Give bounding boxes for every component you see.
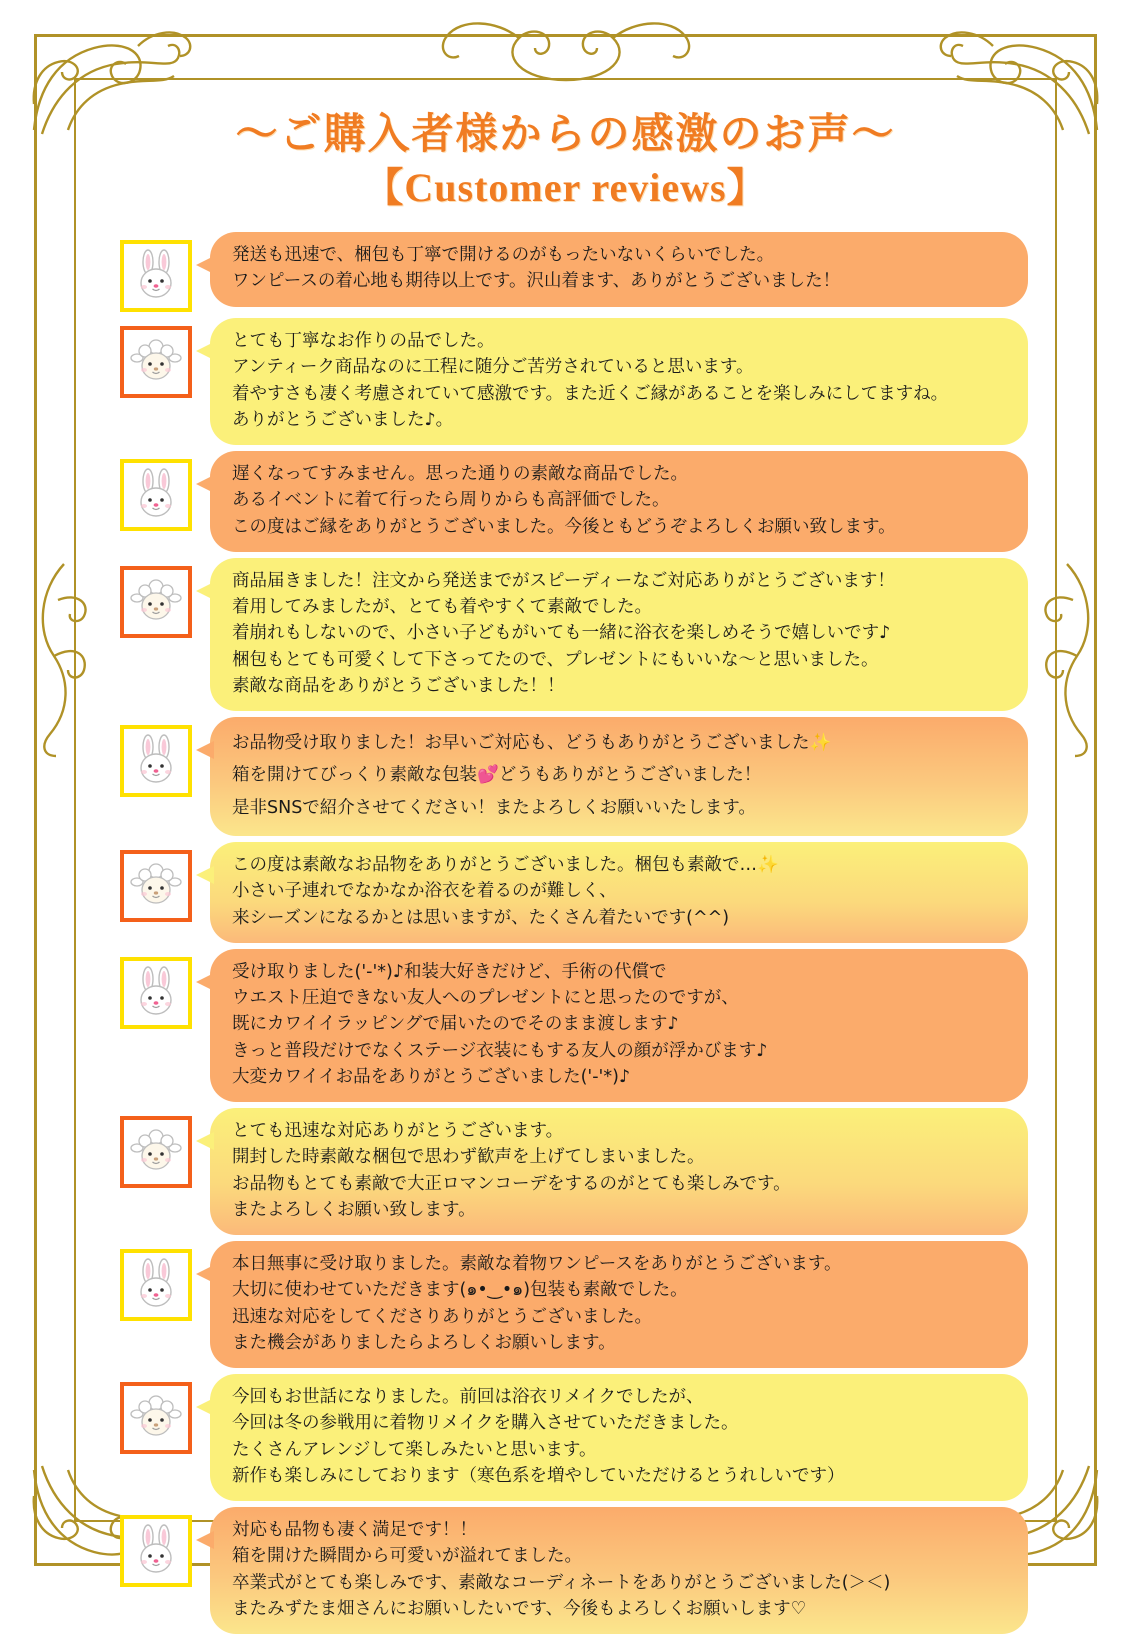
- avatar-rabbit: [120, 725, 192, 797]
- sheep-icon: [127, 858, 185, 914]
- review-item: [108, 1507, 1028, 1634]
- avatar-sheep: [120, 1116, 192, 1188]
- review-text-line: 是非SNSで紹介させてください！またよろしくお願いいたします。: [232, 797, 756, 818]
- avatar-sheep: [120, 566, 192, 638]
- avatar-rabbit: [120, 1515, 192, 1587]
- sheep-icon: [127, 334, 185, 390]
- review-item: [108, 1374, 1028, 1501]
- sheep-icon: [127, 1124, 185, 1180]
- review-text-line: あるイベントに着て行ったら周りからも高評価でした。: [232, 490, 670, 511]
- avatar-sheep: [120, 326, 192, 398]
- sheep-icon: [127, 574, 185, 630]
- review-item: [108, 1241, 1028, 1368]
- rabbit-icon: [128, 965, 184, 1021]
- avatar-rabbit: [120, 240, 192, 312]
- review-text-line: ありがとうございました♪。: [232, 409, 454, 430]
- avatar-sheep: [120, 850, 192, 922]
- review-text-line: たくさんアレンジして楽しみたいと思います。: [232, 1439, 597, 1460]
- review-item: [108, 842, 1028, 943]
- review-bubble: [210, 1507, 1028, 1634]
- review-bubble: [210, 1374, 1028, 1501]
- sheep-icon: [127, 1390, 185, 1446]
- review-text-line: お品物もとても素敵で大正ロマンコーデをするのがとても楽しみです。: [232, 1173, 791, 1194]
- review-bubble: [210, 842, 1028, 943]
- rabbit-icon: [128, 733, 184, 789]
- review-list: [108, 232, 1028, 1640]
- page-title-english: 【Customer reviews】: [363, 164, 768, 210]
- review-bubble: [210, 451, 1028, 552]
- avatar-rabbit: [120, 957, 192, 1029]
- review-text-line: また機会がありましたらよろしくお願いします。: [232, 1332, 616, 1353]
- review-text-line: 箱を開けた瞬間から可愛いが溢れてました。: [232, 1546, 582, 1567]
- review-text-line: きっと普段だけでなくステージ衣装にもする友人の顔が浮かびます♪: [232, 1040, 768, 1061]
- rabbit-icon: [128, 248, 184, 304]
- rabbit-icon: [128, 1523, 184, 1579]
- review-text-line: お品物受け取りました！お早いご対応も、どうもありがとうございました✨: [232, 733, 832, 753]
- review-bubble: [210, 1241, 1028, 1368]
- review-text-line: 遅くなってすみません。思った通りの素敵な商品でした。: [232, 464, 689, 484]
- review-item: [108, 318, 1028, 445]
- review-text-line: 迅速な対応をしてくださりありがとうございました。: [232, 1306, 652, 1327]
- rabbit-icon: [128, 467, 184, 523]
- review-text-line: 発送も迅速で、梱包も丁寧で開けるのがもったいないくらいでした。: [232, 245, 775, 265]
- avatar-rabbit: [120, 1249, 192, 1321]
- review-text-line: 新作も楽しみにしております（寒色系を増やしていただけるとうれしいです）: [232, 1465, 845, 1486]
- review-text-line: 素敵な商品をありがとうございました！！: [232, 675, 565, 696]
- review-text-line: またみずたま畑さんにお願いしたいです、今後もよろしくお願いします♡: [232, 1598, 807, 1619]
- review-bubble: [210, 232, 1028, 307]
- review-bubble: [210, 949, 1028, 1102]
- review-item: [108, 717, 1028, 836]
- review-bubble: [210, 318, 1028, 445]
- rabbit-icon: [128, 1257, 184, 1313]
- review-bubble: [210, 558, 1028, 711]
- review-text-line: またよろしくお願い致します。: [232, 1199, 476, 1220]
- review-text-line: 本日無事に受け取りました。素敵な着物ワンピースをありがとうございます。: [232, 1254, 842, 1275]
- review-text-line: 対応も品物も凄く満足です！！: [232, 1520, 477, 1541]
- review-item: [108, 451, 1028, 552]
- review-text-line: ワンピースの着心地も期待以上です。沢山着ます、ありがとうございました！: [232, 271, 841, 292]
- review-text-line: 商品届きました！注文から発送までがスピーディーなご対応ありがとうございます！: [232, 570, 895, 591]
- review-text-line: 来シーズンになるかとは思いますが、たくさん着たいです(^^): [232, 907, 730, 928]
- review-text-line: 既にカワイイラッピングで届いたのでそのまま渡します♪: [232, 1014, 679, 1035]
- review-text-line: この度はご縁をありがとうございました。今後ともどうぞよろしくお願い致します。: [232, 516, 896, 537]
- review-text-line: 卒業式がとても楽しみです、素敵なコーディネートをありがとうございました(＞＜): [232, 1572, 891, 1593]
- review-text-line: 今回もお世話になりました。前回は浴衣リメイクでしたが、: [232, 1387, 704, 1408]
- review-text-line: 開封した時素敵な梱包で思わず歓声を上げてしまいました。: [232, 1147, 705, 1168]
- review-text-line: ウエスト圧迫できない友人へのプレゼントにと思ったのですが、: [232, 988, 739, 1009]
- review-text-line: 大切に使わせていただきます(๑•‿•๑)包装も素敵でした。: [232, 1280, 688, 1301]
- page-title: [0, 108, 1131, 213]
- review-text-line: 小さい子連れでなかなか浴衣を着るのが難しく、: [232, 881, 617, 902]
- avatar-rabbit: [120, 459, 192, 531]
- review-text-line: とても丁寧なお作りの品でした。: [232, 331, 495, 351]
- review-bubble: [210, 717, 1028, 836]
- review-text-line: 受け取りました('-'*)♪和装大好きだけど、手術の代償で: [232, 961, 667, 982]
- review-text-line: 箱を開けてびっくり素敵な包装💕どうもありがとうございました！: [232, 765, 762, 786]
- review-text-line: 今回は冬の参戦用に着物リメイクを購入させていただきました。: [232, 1413, 739, 1434]
- review-text-line: 着やすさも凄く考慮されていて感激です。また近くご縁があることを楽しみにしてますね。: [232, 383, 949, 404]
- review-item: [108, 949, 1028, 1102]
- review-text-line: 梱包もとても可愛くして下さってたので、プレゼントにもいいな〜と思いました。: [232, 649, 879, 670]
- review-text-line: 大変カワイイお品をありがとうございました('-'*)♪: [232, 1066, 631, 1087]
- page-title-japanese: 〜ご購入者様からの感激のお声〜: [235, 109, 896, 158]
- review-text-line: 着用してみましたが、とても着やすくて素敵でした。: [232, 597, 652, 617]
- review-item: [108, 1108, 1028, 1235]
- review-item: [108, 558, 1028, 711]
- avatar-sheep: [120, 1382, 192, 1454]
- review-text-line: この度は素敵なお品物をありがとうございました。梱包も素敵で…✨: [232, 855, 779, 876]
- review-text-line: とても迅速な対応ありがとうございます。: [232, 1121, 564, 1142]
- review-item: [108, 232, 1028, 312]
- review-text-line: アンティーク商品なのに工程に随分ご苦労されていると思います。: [232, 357, 754, 378]
- review-text-line: 着崩れもしないので、小さい子どもがいても一緒に浴衣を楽しめそうで嬉しいです♪: [232, 623, 891, 644]
- review-bubble: [210, 1108, 1028, 1235]
